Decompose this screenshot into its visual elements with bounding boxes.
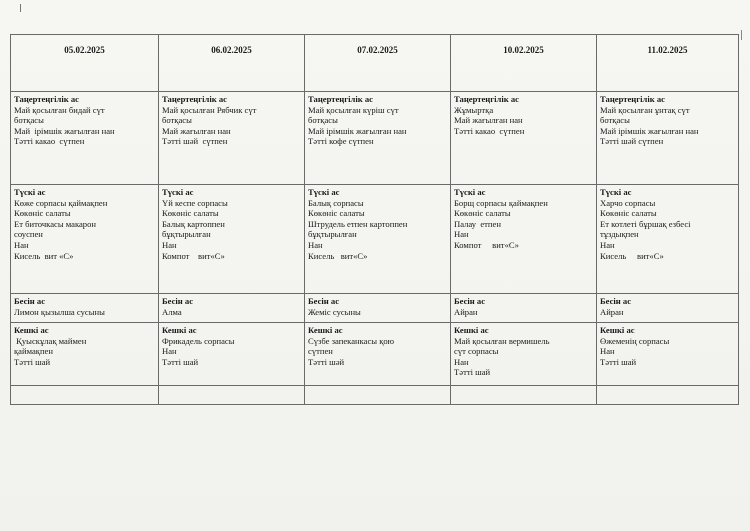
dish-line: Май қосылған вермишель (454, 335, 550, 346)
dish-line: Жеміс сусыны (308, 306, 361, 317)
meal-row-snack (11, 294, 739, 323)
dish-line: Нан (454, 356, 469, 367)
meal-title: Бесін ас (600, 296, 632, 306)
menu-cell (451, 323, 597, 386)
menu-cell (159, 294, 305, 323)
dish-line: сүт сорпасы (454, 346, 499, 357)
date-header: 10.02.2025 (451, 35, 597, 92)
dish-line: Май қосылған ұнтақ сүт (600, 104, 690, 115)
dish-line: сүтпен (308, 346, 333, 357)
dish-line: Нан (454, 229, 469, 240)
dish-line: тұздықпен (600, 229, 639, 240)
dish-line: Лимон қызылша сусыны (14, 306, 105, 317)
dish-line: Тәтті шәй сүтпен (600, 136, 664, 147)
meal-row-lunch (11, 185, 739, 294)
scan-mark (20, 4, 21, 12)
meal-title: Түскі ас (600, 187, 632, 197)
dish-line: Өжеменің сорпасы (600, 335, 670, 346)
meal-title: Бесін ас (308, 296, 340, 306)
date-header: 05.02.2025 (11, 35, 159, 92)
dish-line: Тәтті шай (14, 356, 51, 367)
dish-line: Май қосылған Рябчик сүт (162, 104, 257, 115)
meal-title: Бесін ас (454, 296, 486, 306)
menu-cell (597, 92, 739, 185)
dish-line: Тәтті кофе сүтпен (308, 136, 374, 147)
date-header: 06.02.2025 (159, 35, 305, 92)
dish-line: Ет котлеті бұршақ езбесі (600, 218, 691, 229)
date-header: 07.02.2025 (305, 35, 451, 92)
empty-row (11, 386, 739, 405)
meal-title: Бесін ас (14, 296, 46, 306)
empty-cell (597, 386, 739, 405)
dish-line: Штрудель етпен картоппен (308, 218, 408, 229)
date-header-row (11, 35, 739, 92)
edge-mark (741, 30, 742, 40)
dish-line: Көже сорпасы қаймақпен (14, 197, 108, 208)
menu-cell (11, 294, 159, 323)
meal-title: Таңертеңгілік ас (308, 94, 373, 104)
dish-line: Айран (600, 306, 624, 317)
dish-line: Тәтті какао сүтпен (454, 125, 525, 136)
dish-line: Тәтті какао сүтпен (14, 136, 85, 147)
dish-line: ботқасы (600, 115, 630, 126)
dish-line: Көкөніс салаты (454, 208, 511, 219)
meal-title: Түскі ас (454, 187, 486, 197)
dish-line: Кисель вит «С» (14, 250, 74, 261)
dish-line: Май қосылған күріш сүт (308, 104, 399, 115)
dish-line: Май ірімшік жағылған нан (600, 125, 699, 136)
menu-cell (451, 185, 597, 294)
dish-line: Балық картоппен (162, 218, 225, 229)
dish-line: Тәтті шәй сүтпен (162, 136, 228, 147)
menu-cell (11, 185, 159, 294)
dish-line: Алма (162, 306, 182, 317)
dish-line: ботқасы (162, 115, 192, 126)
meal-title: Кешкі ас (454, 325, 489, 335)
meal-title: Түскі ас (308, 187, 340, 197)
menu-cell (597, 294, 739, 323)
dish-line: бұқтырылған (162, 229, 211, 240)
dish-line: Харчо сорпасы (600, 197, 656, 208)
meal-row-dinner (11, 323, 739, 386)
meal-title: Таңертеңгілік ас (454, 94, 519, 104)
menu-cell (11, 323, 159, 386)
dish-line: Көкөніс салаты (14, 208, 71, 219)
meal-title: Бесін ас (162, 296, 194, 306)
menu-cell (159, 323, 305, 386)
dish-line: Фрикадель сорпасы (162, 335, 235, 346)
menu-cell (451, 294, 597, 323)
empty-cell (11, 386, 159, 405)
empty-cell (451, 386, 597, 405)
dish-line: Нан (162, 346, 177, 357)
dish-line: Тәтті шай (162, 356, 199, 367)
menu-cell (305, 323, 451, 386)
dish-line: қаймақпен (14, 346, 53, 357)
dish-line: Нан (162, 239, 177, 250)
dish-line: Айран (454, 306, 478, 317)
dish-line: Май ірімшік жағылған нан (308, 125, 407, 136)
dish-line: Борщ сорпасы қаймақпен (454, 197, 548, 208)
menu-cell (305, 92, 451, 185)
dish-line: Кисель вит«С» (600, 250, 664, 261)
meal-title: Кешкі ас (600, 325, 635, 335)
menu-cell (305, 185, 451, 294)
menu-cell (159, 185, 305, 294)
menu-cell (451, 92, 597, 185)
dish-line: Ет биточкасы макарон (14, 218, 97, 229)
dish-line: Тәтті шәй (308, 356, 345, 367)
dish-line: Май қосылған бидай сүт (14, 104, 105, 115)
dish-line: Балық сорпасы (308, 197, 364, 208)
weekly-menu-table (10, 34, 739, 405)
dish-line: соуспен (14, 229, 43, 240)
dish-line: Көкөніс салаты (308, 208, 365, 219)
dish-line: Май ірімшік жағылған нан (14, 125, 115, 136)
meal-title: Кешкі ас (14, 325, 49, 335)
dish-line: Сүзбе запеканкасы қою (308, 335, 395, 346)
meal-title: Таңертеңгілік ас (14, 94, 79, 104)
dish-line: Көкөніс салаты (162, 208, 219, 219)
dish-line: Нан (600, 239, 615, 250)
dish-line: Тәтті шай (454, 367, 491, 378)
empty-cell (305, 386, 451, 405)
dish-line: Үй кеспе сорпасы (162, 197, 228, 208)
menu-cell (11, 92, 159, 185)
menu-cell (159, 92, 305, 185)
dish-line: Нан (308, 239, 323, 250)
dish-line: Май жағылған нан (162, 125, 231, 136)
dish-line: Компот вит«С» (162, 250, 225, 261)
dish-line: Тәтті шай (600, 356, 637, 367)
meal-title: Түскі ас (162, 187, 194, 197)
dish-line: ботқасы (308, 115, 338, 126)
meal-title: Таңертеңгілік ас (600, 94, 665, 104)
dish-line: ботқасы (14, 115, 44, 126)
dish-line: Жұмыртқа (454, 104, 494, 115)
meal-title: Кешкі ас (308, 325, 343, 335)
dish-line: Нан (14, 239, 29, 250)
empty-cell (159, 386, 305, 405)
date-header: 11.02.2025 (597, 35, 739, 92)
dish-line: Көкөніс салаты (600, 208, 657, 219)
dish-line: Компот вит«С» (454, 239, 519, 250)
meal-title: Таңертеңгілік ас (162, 94, 227, 104)
dish-line: Нан (600, 346, 615, 357)
dish-line: Қуыскұлақ маймен (14, 335, 87, 346)
meal-row-breakfast (11, 92, 739, 185)
menu-cell (597, 185, 739, 294)
meal-title: Түскі ас (14, 187, 46, 197)
menu-cell (305, 294, 451, 323)
meal-title: Кешкі ас (162, 325, 197, 335)
dish-line: Май жағылған нан (454, 115, 523, 126)
menu-cell (597, 323, 739, 386)
dish-line: Кисель вит«С» (308, 250, 368, 261)
dish-line: бұқтырылған (308, 229, 357, 240)
dish-line: Палау етпен (454, 218, 501, 229)
